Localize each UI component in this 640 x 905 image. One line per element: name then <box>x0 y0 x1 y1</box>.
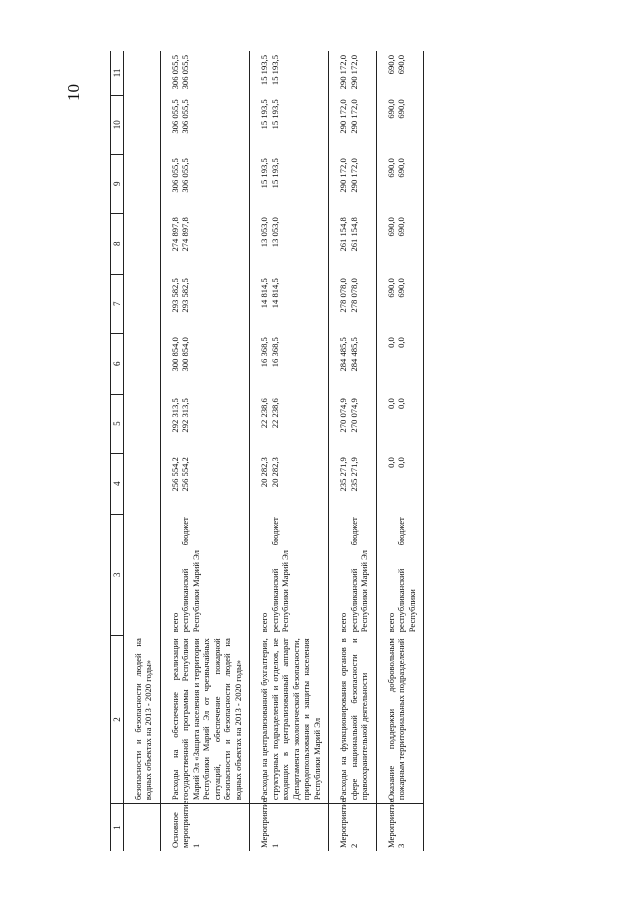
value: 13 053,0 <box>259 217 270 248</box>
value-cell <box>376 453 423 514</box>
funding-source-line: всего <box>259 612 270 633</box>
value: 690,0 <box>396 99 407 119</box>
value: 292 313,5 <box>180 398 191 433</box>
value: 690,0 <box>396 217 407 237</box>
row-description: безопасности и безопасности людей на водных объектах на 2013 - 2020 годы» <box>124 635 161 803</box>
row-label: Мероприятие 1 <box>250 804 329 851</box>
column-header: 2 <box>111 635 124 803</box>
value-cell <box>329 95 376 154</box>
value-cell <box>376 154 423 213</box>
column-header: 5 <box>111 394 124 453</box>
table-row <box>160 51 249 851</box>
value: 690,0 <box>396 55 407 75</box>
value-cell <box>160 95 249 154</box>
value: 256 554,2 <box>180 457 191 492</box>
row-description: Расходы на функционирования органов в сфере национальной безопасности и правоохранительной деятельности <box>329 635 376 803</box>
value: 290 172,0 <box>348 158 359 193</box>
value-cell <box>160 213 249 274</box>
value: 690,0 <box>385 278 396 298</box>
value-cell <box>160 51 249 95</box>
value-cell <box>160 394 249 453</box>
funding-source-line: всего <box>169 612 180 633</box>
column-header: 8 <box>111 213 124 274</box>
funding-source-line: всего <box>385 612 396 633</box>
row-label: Основное мероприятие 1 <box>160 804 249 851</box>
value-cell <box>329 453 376 514</box>
table-row <box>124 51 161 851</box>
value: 261 154,8 <box>348 217 359 252</box>
value: 235 271,9 <box>348 457 359 492</box>
value-cell <box>329 154 376 213</box>
column-header: 11 <box>111 51 124 95</box>
value: 0,0 <box>396 337 407 348</box>
value-cell <box>376 274 423 333</box>
value: 14 814,5 <box>269 278 280 309</box>
table-row <box>376 51 423 851</box>
value: 284 485,5 <box>348 337 359 372</box>
value-cell <box>124 95 161 154</box>
value: 278 078,0 <box>338 278 349 313</box>
row-label: Мероприятие 3 <box>376 804 423 851</box>
value-cell <box>250 274 329 333</box>
row-label <box>124 804 161 851</box>
value: 15 193,5 <box>269 55 280 86</box>
value-cell <box>329 394 376 453</box>
value: 20 282,3 <box>259 457 270 488</box>
column-header-row <box>111 51 124 851</box>
value: 22 238,6 <box>269 398 280 429</box>
value-cell <box>124 213 161 274</box>
value: 300 854,0 <box>180 337 191 372</box>
value: 690,0 <box>385 55 396 75</box>
row-label: Мероприятие 2 <box>329 804 376 851</box>
funding-source-line: республиканский бюджет Республики Марий Эл <box>180 517 201 633</box>
value: 306 055,5 <box>169 55 180 90</box>
value-cell <box>124 274 161 333</box>
column-header: 3 <box>111 514 124 635</box>
value: 300 854,0 <box>169 337 180 372</box>
value: 0,0 <box>396 398 407 409</box>
value: 306 055,5 <box>180 99 191 134</box>
row-description: Расходы на обеспечение реализации государственной программы Республики Марий Эл «Защита населения и территории Республики Марий Эл от чрезвычайных ситуаций, обеспечение пожарной безопасности и безопасности людей на водных объектах на 2013 - 2020 годы» <box>160 635 249 803</box>
value: 261 154,8 <box>338 217 349 252</box>
value-cell <box>250 394 329 453</box>
value-cell <box>250 51 329 95</box>
table-row <box>250 51 329 851</box>
value-cell <box>376 394 423 453</box>
value: 690,0 <box>396 158 407 178</box>
value-cell <box>250 154 329 213</box>
value: 256 554,2 <box>169 457 180 492</box>
value-cell <box>124 333 161 394</box>
value: 0,0 <box>385 398 396 409</box>
value-cell <box>376 95 423 154</box>
column-header: 7 <box>111 274 124 333</box>
funding-source <box>124 514 161 635</box>
value: 13 053,0 <box>269 217 280 248</box>
value: 306 055,5 <box>169 158 180 193</box>
budget-table <box>110 51 424 851</box>
value: 0,0 <box>396 457 407 468</box>
value-cell <box>160 453 249 514</box>
value: 14 814,5 <box>259 278 270 309</box>
value: 274 897,8 <box>169 217 180 252</box>
value: 0,0 <box>385 337 396 348</box>
value-cell <box>250 333 329 394</box>
value: 293 582,5 <box>169 278 180 313</box>
column-header: 6 <box>111 333 124 394</box>
value: 278 078,0 <box>348 278 359 313</box>
value: 284 485,5 <box>338 337 349 372</box>
value: 292 313,5 <box>169 398 180 433</box>
value-cell <box>250 213 329 274</box>
value: 290 172,0 <box>348 55 359 90</box>
column-header: 4 <box>111 453 124 514</box>
funding-source-line: всего <box>338 612 349 633</box>
row-description: Расходы на централизованной бухгалтерии, структурных подразделений и отделов, не входящих в централизованный аппарат Департамента экологической безопасности, природопользования и защиты населения Республики Марий Эл <box>250 635 329 803</box>
funding-source-line: республиканский бюджет Республики <box>396 517 417 633</box>
page-number: 10 <box>64 84 83 101</box>
value: 15 193,5 <box>259 99 270 130</box>
value: 306 055,5 <box>169 99 180 134</box>
value: 306 055,5 <box>180 55 191 90</box>
value-cell <box>329 274 376 333</box>
funding-source-line: республиканский бюджет Республики Марий Эл <box>348 517 370 633</box>
value: 20 282,3 <box>269 457 280 488</box>
value: 690,0 <box>385 99 396 119</box>
value-cell <box>376 213 423 274</box>
value: 22 238,6 <box>259 398 270 429</box>
value-cell <box>124 154 161 213</box>
value: 235 271,9 <box>338 457 349 492</box>
column-header: 9 <box>111 154 124 213</box>
row-description: Оказание поддержки добровольным пожарным территориальных подразделений <box>376 635 423 803</box>
value-cell <box>124 51 161 95</box>
value-cell <box>250 95 329 154</box>
value-cell <box>124 394 161 453</box>
value: 290 172,0 <box>338 99 349 134</box>
value: 274 897,8 <box>180 217 191 252</box>
value: 15 193,5 <box>259 55 270 86</box>
value-cell <box>329 51 376 95</box>
column-header: 10 <box>111 95 124 154</box>
value-cell <box>250 453 329 514</box>
funding-source-line: республиканский бюджет Республики Марий Эл <box>269 517 291 633</box>
value-cell <box>329 333 376 394</box>
value: 293 582,5 <box>180 278 191 313</box>
value: 16 368,5 <box>269 337 280 368</box>
funding-source <box>160 514 249 635</box>
value: 290 172,0 <box>338 158 349 193</box>
funding-source <box>376 514 423 635</box>
value: 690,0 <box>385 158 396 178</box>
value-cell <box>160 154 249 213</box>
funding-source <box>329 514 376 635</box>
value-cell <box>124 453 161 514</box>
value-cell <box>329 213 376 274</box>
value-cell <box>376 51 423 95</box>
value: 15 193,5 <box>269 158 280 189</box>
value-cell <box>160 333 249 394</box>
value: 270 074,9 <box>338 398 349 433</box>
value: 15 193,5 <box>269 99 280 130</box>
value: 306 055,5 <box>180 158 191 193</box>
value: 690,0 <box>396 278 407 298</box>
value-cell <box>160 274 249 333</box>
value: 0,0 <box>385 457 396 468</box>
value-cell <box>376 333 423 394</box>
value: 15 193,5 <box>259 158 270 189</box>
column-header: 1 <box>111 804 124 851</box>
value: 690,0 <box>385 217 396 237</box>
table-body <box>124 51 424 851</box>
value: 290 172,0 <box>348 99 359 134</box>
value: 270 074,9 <box>348 398 359 433</box>
value: 16 368,5 <box>259 337 270 368</box>
table-row <box>329 51 376 851</box>
funding-source <box>250 514 329 635</box>
value: 290 172,0 <box>338 55 349 90</box>
